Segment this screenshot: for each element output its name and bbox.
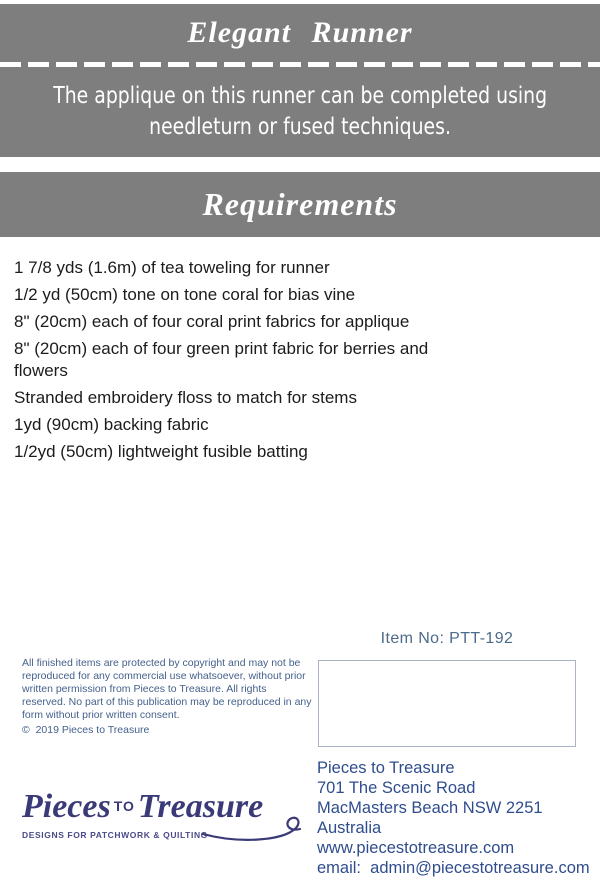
address-company: Pieces to Treasure [317, 759, 455, 777]
requirements-banner [0, 172, 600, 237]
subtitle-banner [0, 67, 600, 157]
requirement-item: 1yd (90cm) backing fabric [14, 415, 209, 434]
copyright-year: © 2019 Pieces to Treasure [22, 724, 150, 736]
title-banner [0, 4, 600, 62]
barcode-placeholder-box [318, 660, 576, 747]
address-city: MacMasters Beach NSW 2251 [317, 799, 543, 817]
address-street: 701 The Scenic Road [317, 779, 476, 797]
logo-word-pieces: Pieces [22, 788, 111, 825]
requirement-item: 8" (20cm) each of four coral print fabrics for applique [14, 312, 410, 331]
subtitle-line-2: needleturn or fused techniques. [149, 114, 451, 140]
subtitle-line-1: The applique on this runner can be completed using [53, 83, 547, 109]
requirement-item: 8" (20cm) each of four green print fabric for berries and flowers [14, 339, 429, 380]
logo-tagline: DESIGNS FOR PATCHWORK & QUILTING [22, 830, 208, 840]
logo-word-to: TO [113, 798, 135, 814]
requirement-item: Stranded embroidery floss to match for stems [14, 388, 357, 407]
logo-word-treasure: Treasure [137, 788, 264, 825]
website-url: www.piecestotreasure.com [317, 839, 515, 857]
requirements-list [14, 257, 454, 468]
requirement-item: 1/2yd (50cm) lightweight fusible batting [14, 442, 308, 461]
email-address: email: admin@piecestotreasure.com [317, 859, 590, 877]
requirement-item: 1 7/8 yds (1.6m) of tea toweling for runner [14, 258, 330, 277]
brand-logo [22, 786, 312, 856]
address-country: Australia [317, 819, 382, 837]
copyright-notice: All finished items are protected by copyright and may not be reproduced for any commercial use whatsoever, without prior written permission from Pieces to Treasure. All rights reserved. No part of this publication may be reproduced in any form without prior written consent. [22, 657, 312, 721]
logo-flourish-icon [198, 813, 308, 845]
requirements-heading: Requirements [202, 186, 398, 222]
copyright-block [22, 657, 312, 737]
address-block [317, 758, 590, 878]
page-title: Elegant Runner [187, 16, 413, 49]
item-number-label: Item No: PTT-192 [380, 630, 514, 647]
requirement-item: 1/2 yd (50cm) tone on tone coral for bias vine [14, 285, 356, 304]
